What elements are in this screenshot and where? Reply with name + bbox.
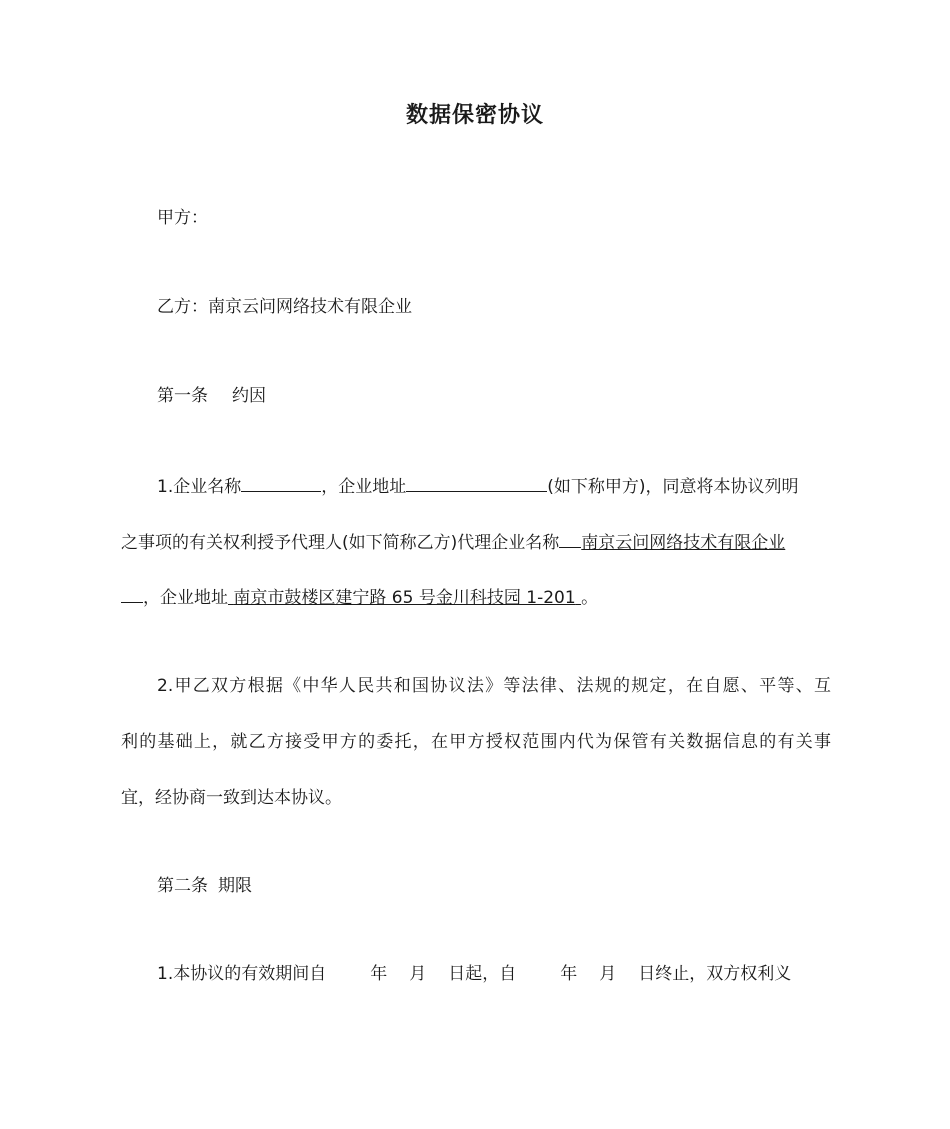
party-a-line — [157, 206, 831, 230]
p1-line-2-text: 之事项的有关权利授予代理人(如下简称乙方)代理企业名称 — [121, 533, 560, 553]
agent-address-text: 南京市鼓楼区建宁路 65 号金川科技园 1-201 — [233, 588, 576, 608]
p3-month-to: 月 — [599, 964, 617, 984]
article-1-name: 约因 — [232, 386, 266, 406]
article-2-heading — [157, 874, 831, 898]
p2-line-2: 利的基础上，就乙方接受甲方的委托，在甲方授权范围内代为保管有关数据信息的有关事 — [121, 732, 831, 752]
p2-line-1: 2.甲乙双方根据《中华人民共和国协议法》等法律、法规的规定，在自愿、平等、互 — [157, 676, 831, 696]
company-post-blank — [121, 584, 143, 603]
article-2-number: 第二条 — [157, 876, 208, 896]
p1-line-2 — [121, 529, 831, 555]
p1-line-1 — [157, 473, 831, 499]
p1-line-3 — [121, 584, 831, 610]
p1-company-name-label: 1.企业名称 — [157, 477, 242, 497]
p1-line-3-end: 。 — [581, 588, 599, 608]
p3-year-from: 年 — [370, 964, 388, 984]
p2-line-3: 宜，经协商一致到达本协议。 — [121, 788, 342, 808]
article-2-name: 期限 — [218, 876, 252, 896]
p1-line-3-address-label: ，企业地址 — [143, 588, 228, 608]
p3-line-1 — [157, 962, 831, 986]
agent-company-address — [228, 588, 581, 608]
p3-period-label: 1.本协议的有效期间自 — [157, 964, 327, 984]
p3-day-from: 日起，自 — [448, 964, 517, 984]
document-title: 数据保密协议 — [405, 103, 544, 128]
agent-company-name: 南京云问网络技术有限企业 — [581, 533, 786, 553]
article-1-number: 第一条 — [157, 386, 208, 406]
company-name-blank — [241, 473, 321, 492]
article-1-heading — [157, 384, 831, 408]
p1-line-1-tail: (如下称甲方)，同意将本协议列明 — [547, 477, 799, 497]
p1-address-label: ，企业地址 — [321, 477, 407, 497]
party-b-line: 乙方：南京云问网络技术有限企业 — [157, 297, 412, 317]
p3-month-from: 月 — [409, 964, 427, 984]
p3-year-to: 年 — [560, 964, 578, 984]
company-pre-blank — [559, 529, 581, 548]
p3-day-to: 日终止，双方权利义 — [638, 964, 792, 984]
party-a-label: 甲方： — [157, 208, 208, 228]
address-blank — [406, 473, 547, 492]
